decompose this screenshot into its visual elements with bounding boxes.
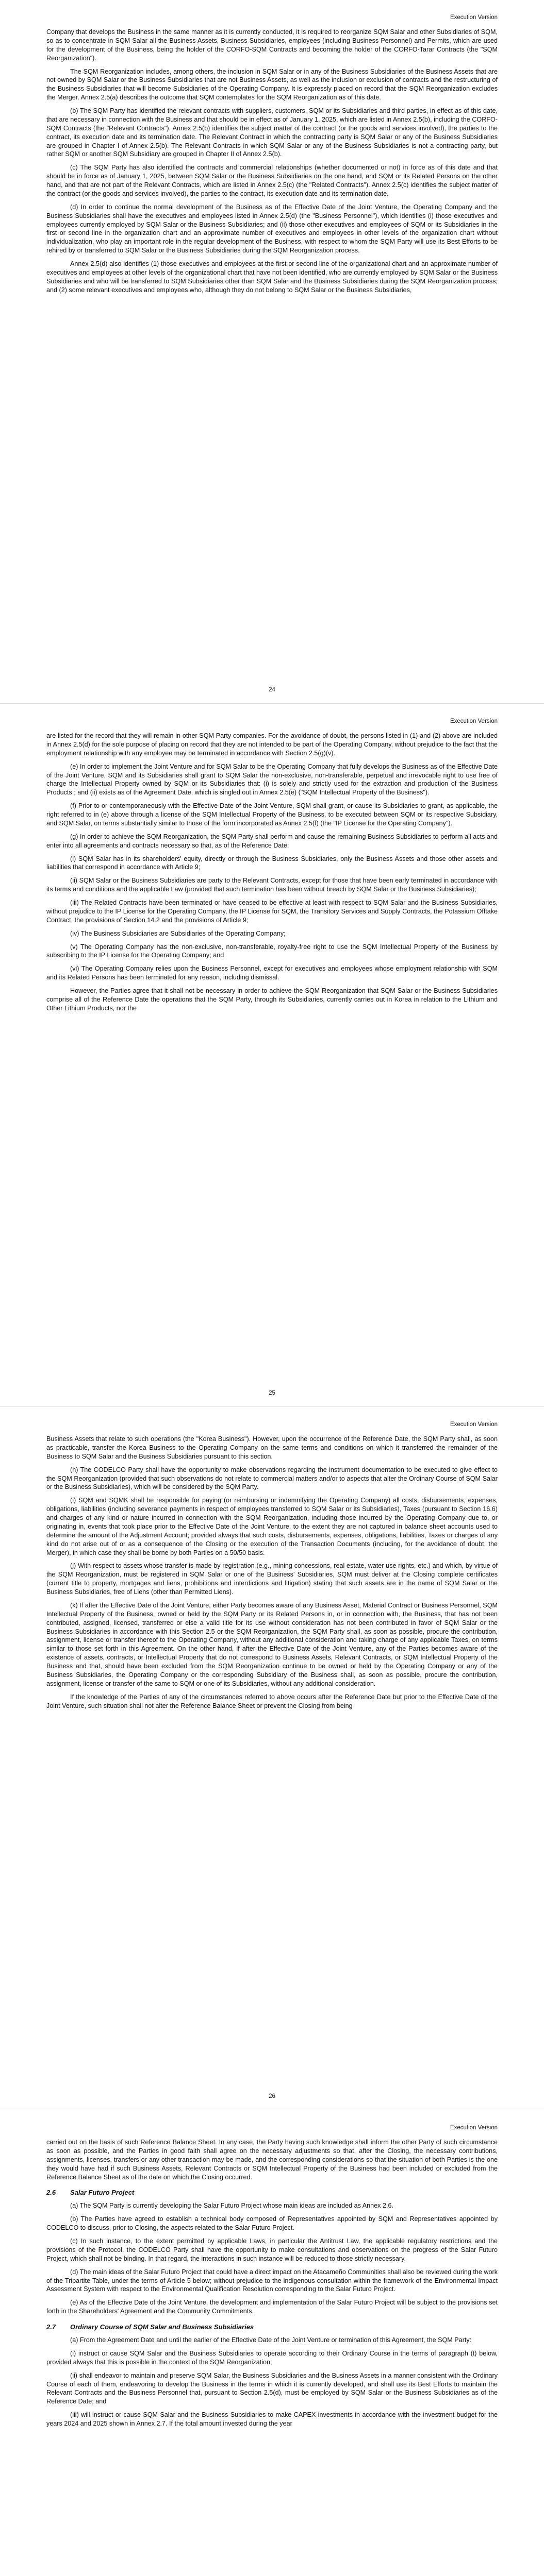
paragraph: However, the Parties agree that it shall not be necessary in order to achieve the SQM Reorganization that SQM Salar or the Business Subsidiaries comprise all of the Reference Date the operations that the SQM Party, through its Subsidiaries, currently carries out in Korea in relation to the Lithium and Other Lithium Products, nor the <box>46 987 498 1012</box>
page-number: 26 <box>269 2093 275 2099</box>
paragraph-g: (g) In order to achieve the SQM Reorganization, the SQM Party shall perform and cause the remaining Business Subsidiaries to perform all acts and enter into all agreements and contracts necessary so that, as of the Reference Date: <box>46 833 498 849</box>
clause-vi: (vi) The Operating Company relies upon the Business Personnel, except for executives and employees whose employment relationship with SQM and its Related Persons has been terminated for any reason, including dismissal. <box>46 965 498 981</box>
page-number: 25 <box>269 1390 275 1396</box>
clause-ii: (ii) SQM Salar or the Business Subsidiaries are party to the Relevant Contracts, except for those that have been early terminated in accordance with its terms and conditions and the applicable Law (provided that such termination has been without breach by SQM Salar or the Business Subsidiaries); <box>46 877 498 893</box>
section-heading-2-7 <box>46 2323 498 2331</box>
document-page-26 <box>0 1406 544 2110</box>
paragraph-b: (b) The Parties have agreed to establish a technical body composed of Representatives appointed by SQM and Representatives appointed by CODELCO to discuss, prior to Closing, the aspects related to the Salar Futuro Project. <box>46 2215 498 2232</box>
clause-i: (i) instruct or cause SQM Salar and the Business Subsidiaries to operate according to their Ordinary Course in the terms of paragraph (t) below, provided always that this is possible in the context of the SQM Reorganization; <box>46 2349 498 2366</box>
clause-iii: (iii) will instruct or cause SQM Salar and the Business Subsidiaries to make CAPEX investments in accordance with the investment budget for the years 2024 and 2025 shown in Annex 2.7. If the total amount invested during the year <box>46 2411 498 2427</box>
paragraph-d: (d) In order to continue the normal development of the Business as of the Effective Date of the Joint Venture, the Operating Company and the Business Subsidiaries shall have the executives and employees listed in Annex 2.5(d) (the "Business Personnel"), which identifies (i) those executives and employees currently employed by SQM Salar or the Business Subsidiaries; and (ii) those other executives and employees of SQM or its Subsidiaries in the first or second line in the organization chart and an approximate number of executives and employees in other levels of the organization chart without individualization, who play an important role in the regular development of the Business, with respect to whom the SQM Party will use its Best Efforts to be rehired by or transferred to SQM Salar or the Business Subsidiaries during the SQM Reorganization process. <box>46 203 498 255</box>
clause-ii: (ii) shall endeavor to maintain and preserve SQM Salar, the Business Subsidiaries and the Business Assets in a manner consistent with the Ordinary Course of each of them, endeavoring to develop the Business in the terms in which it is currently developed, and shall use its Best Efforts to maintain the Relevant Contracts and the Business Personnel that, pursuant to Section 2.5(d), must be employed by SQM Salar or the Business Subsidiaries as of the Reference Date; and <box>46 2371 498 2405</box>
paragraph-j: (j) With respect to assets whose transfer is made by registration (e.g., mining concessions, real estate, water use rights, etc.) and which, by virtue of the SQM Reorganization, must be registered in SQM Salar or one of the Business' Subsidiaries, SQM must deliver at the Closing complete certificates (current title to property, mortgages and liens, prohibitions and interdictions and litigation) stating that such assets are in the name of SQM Salar or the Business Subsidiaries, free of Liens (other than Permitted Liens). <box>46 1562 498 1596</box>
paragraph-h: (h) The CODELCO Party shall have the opportunity to make observations regarding the instrument documentation to be executed to give effect to the SQM Reorganization (provided that such observations do not relate to commercial matters and/or to aspects that alter the Ordinary Course of SQM Salar or the Business Subsidiaries), which will be considered by the SQM Party. <box>46 1466 498 1491</box>
page-body <box>46 28 498 295</box>
page-number: 24 <box>269 687 275 693</box>
clause-v: (v) The Operating Company has the non-exclusive, non-transferable, royalty-free right to use the SQM Intellectual Property of the Business by subscribing to the IP License for the Operating Company; and <box>46 943 498 959</box>
paragraph: If the knowledge of the Parties of any of the circumstances referred to above occurs after the Reference Date but prior to the Effective Date of the Joint Venture, such situation shall not alter the Reference Balance Sheet or prevent the Closing from being <box>46 1693 498 1709</box>
section-title: Ordinary Course of SQM Salar and Business Subsidiaries <box>70 2323 254 2331</box>
paragraph-i: (i) SQM and SQMK shall be responsible for paying (or reimbursing or indemnifying the Operating Company) all costs, disbursements, expenses, obligations, liabilities (including severance payments in respect of employees transferred to SQM Salar or its Subsidiaries), Taxes (pursuant to Section 16.6) and charges of any kind or nature incurred in connection with the SQM Reorganization, including those incurred by the Operating Company due to, or originating in, events that took place prior to the Effective Date of the Joint Venture, to the extent they are not captured in balance sheet accounts used to determine the amount of the Adjustment Account; provided always that such costs, disbursements, expenses, obligations, liabilities, Taxes or charges of any kind do not arise out of or as a consequence of the Closing or the execution of the Transaction Documents (including, for the avoidance of doubt, the Merger), in which case they shall be borne by both Parties on a 50/50 basis. <box>46 1497 498 1556</box>
paragraph-c: (c) In such instance, to the extent permitted by applicable Laws, in particular the Antitrust Law, the applicable regulatory restrictions and the provisions of the Protocol, the CODELCO Party shall have the opportunity to make consultations and observations on the progress of the Salar Futuro Project, which shall not be binding. In that regard, the interactions in such instance will be reduced to those strictly necessary. <box>46 2238 498 2262</box>
page-body <box>46 1435 498 1710</box>
paragraph-k: (k) If after the Effective Date of the Joint Venture, either Party becomes aware of any Business Asset, Material Contract or Business Personnel, SQM Intellectual Property of the Business, owned or held by the SQM Party or its Related Persons in, or in connection with, the Business, that has not been contributed, assigned, licensed, transferred or else a valid title for its use without consideration has not been contributed in favor of SQM Salar or the Business Subsidiaries in accordance with this Section 2.5 or the SQM Reorganization, the SQM Party shall, as soon as possible, procure the contribution, assignment, license or transfer thereof to the Operating Company, without any additional consideration and taking charge of any applicable Taxes, on terms similar to those set forth in this Agreement. On the other hand, if after the Effective Date of the Joint Venture, any of the Parties becomes aware of the existence of assets, contracts, or Intellectual Property that do not correspond to Business Assets, Relevant Contracts, or SQM Intellectual Property of the Business and that, should have been excluded from the SQM Reorganization continue to be owned or held by the Operating Company or any of the Business Subsidiaries, the Operating Company or the corresponding Subsidiary of the Business shall, as soon as possible, procure the contribution, assignment, license or transfer of the same to SQM or one of its Subsidiaries, without any additional consideration. <box>46 1601 498 1687</box>
paragraph: The SQM Reorganization includes, among others, the inclusion in SQM Salar or in any of the Business Subsidiaries of the Business Assets that are not owned by SQM Salar or the Business Subsidiaries that are not Business Assets, as well as the inclusion or exclusion of contracts and the restructuring of the Business Subsidiaries that will become Subsidiaries of the Operating Company. It is expressly placed on record that the SQM Reorganization excludes the Merger. Annex 2.5(a) describes the outcome that SQM contemplates for the SQM Reorganization as of this date. <box>46 67 498 101</box>
section-number: 2.7 <box>46 2323 56 2331</box>
paragraph: carried out on the basis of such Reference Balance Sheet. In any case, the Party having such knowledge shall inform the other Party of such circumstance as soon as possible, and the Parties in good faith shall agree on the necessary adjustments so that, after the Closing, the necessary contributions, assignments, licenses, transfers or any other transaction may be made, and the corresponding considerations so that the situation of both Parties is the one they would have had if such Business Assets, Relevant Contracts or SQM Intellectual Property of the Business had been included or excluded from the Reference Balance Sheet as of the date on which the Closing occurred. <box>46 2139 498 2181</box>
paragraph-a: (a) From the Agreement Date and until the earlier of the Effective Date of the Joint Venture or termination of this Agreement, the SQM Party: <box>70 2336 472 2344</box>
section-number: 2.6 <box>46 2189 56 2197</box>
clause-i: (i) SQM Salar has in its shareholders' equity, directly or through the Business Subsidiaries, only the Business Assets and those other assets and liabilities that correspond in accordance with Article 9; <box>46 855 498 871</box>
clause-iii: (iii) The Related Contracts have been terminated or have ceased to be effective at least with respect to SQM Salar and the Business Subsidiaries, without prejudice to the IP License for the Operating Company, the IP License for SQM, the Transitory Services and Supply Contracts, the Potassium Offtake Contract, the provisions of Section 14.2 and the provisions of Article 9; <box>46 899 498 924</box>
paragraph-a: (a) The SQM Party is currently developing the Salar Futuro Project whose main ideas are included as Annex 2.6. <box>70 2202 393 2210</box>
paragraph: Company that develops the Business in the same manner as it is currently conducted, it is required to reorganize SQM Salar and other Subsidiaries of SQM, so as to concentrate in SQM Salar all the Business Assets, Business Subsidiaries, employees (including Business Personnel) and Permits, which are used for the development of the Business, being the holder of the CORFO-SQM Contracts and becoming the holder of the CORFO-Tarar Contracts (the "SQM Reorganization"). <box>46 28 498 62</box>
paragraph-c: (c) The SQM Party has also identified the contracts and commercial relationships (whether documented or not) in force as of this date and that should be in force as of January 1, 2025, between SQM Salar or the Business Subsidiaries on the one hand, and SQM or its Related Persons on the other hand, and that are not part of the Relevant Contracts, which are listed in Annex 2.5(c) (the "Related Contracts"). Annex 2.5(c) identifies the subject matter of the contract (or the goods and services involved), the parties to the contract, its execution date and its termination date. <box>46 164 498 197</box>
document-page-24 <box>0 0 544 703</box>
paragraph: are listed for the record that they will remain in other SQM Party companies. For the avoidance of doubt, the persons listed in (1) and (2) above are included in Annex 2.5(d) for the sole purpose of placing on record that they are not intended to be part of the Operating Company, without prejudice to the fact that the employment relationship with any employee may be terminated in accordance with Section 2.5(g)(v). <box>46 732 498 757</box>
execution-version-label: Execution Version <box>450 718 498 724</box>
paragraph-e: (e) In order to implement the Joint Venture and for SQM Salar to be the Operating Company that fully develops the Business as of the Effective Date of the Joint Venture, SQM and its Subsidiaries shall grant to SQM Salar the non-exclusive, non-transferable, perpetual and irrevocable right to use free of charge the Intellectual Property owned by SQM or its Subsidiaries that: (i) is solely and strictly used for the extraction and production of the Business Products ; and (ii) exists as of the Agreement Date, which is singled out in Annex 2.5(e) ("SQM Intellectual Property of the Business"). <box>46 762 498 796</box>
document-page-27 <box>0 2110 544 2576</box>
section-heading-2-6 <box>46 2189 498 2196</box>
execution-version-label: Execution Version <box>450 1421 498 1428</box>
execution-version-label: Execution Version <box>450 2125 498 2131</box>
paragraph: Business Assets that relate to such operations (the "Korea Business"). However, upon the occurrence of the Reference Date, the SQM Party shall, as soon as practicable, transfer the Korea Business to the Operating Company on the same terms and conditions on which it transferred the remainder of the Business to SQM Salar and the Business Subsidiaries pursuant to this section. <box>46 1435 498 1460</box>
paragraph-e: (e) As of the Effective Date of the Joint Venture, the development and implementation of the Salar Futuro Project will be subject to the provisions set forth in the Shareholders' Agreement and the Community Commitments. <box>46 2299 498 2315</box>
page-body <box>46 2138 498 2428</box>
execution-version-label: Execution Version <box>450 14 498 21</box>
page-body <box>46 732 498 1013</box>
clause-iv: (iv) The Business Subsidiaries are Subsidiaries of the Operating Company; <box>70 929 286 937</box>
paragraph-d: (d) The main ideas of the Salar Futuro Project that could have a direct impact on the Atacameño Communities shall also be reviewed during the work of the Tripartite Table, under the terms of Article 5 below; without prejudice to the indigenous consultation within the framework of the Environmental Impact Assessment System with respect to the Environmental Qualification Resolution corresponding to the Salar Futuro Project. <box>46 2268 498 2293</box>
section-title: Salar Futuro Project <box>70 2189 135 2197</box>
document-page-25 <box>0 703 544 1406</box>
paragraph-f: (f) Prior to or contemporaneously with the Effective Date of the Joint Venture, SQM shall grant, or cause its Subsidiaries to grant, as applicable, the right referred to in (e) above through a license of the SQM Intellectual Property of the Business, to be executed between SQM or its respective Subsidiary, and SQM Salar, on terms substantially similar to those of the form incorporated as Annex 2.5(f) (the "IP License for the Operating Company"). <box>46 802 498 827</box>
paragraph: Annex 2.5(d) also identifies (1) those executives and employees at the first or second line of the organizational chart and an approximate number of executives and employees at other levels of the organizational chart that have not been identified, who are currently employed by SQM Salar or the Business Subsidiaries and who will be transferred to SQM Subsidiaries other than SQM Salar and the Business Subsidiaries during the SQM Reorganization process; and (2) some relevant executives and employees who, although they do not belong to SQM Salar or the Business Subsidiaries, <box>46 260 498 294</box>
paragraph-b: (b) The SQM Party has identified the relevant contracts with suppliers, customers, SQM or its Subsidiaries and third parties, in effect as of this date, that are necessary in connection with the Business and that should be in effect as of January 1, 2025, which are listed in Annex 2.5(b), including the CORFO-SQM Contracts (the "Relevant Contracts"). Annex 2.5(b) identifies the subject matter of the contract (or the goods and services involved), the parties to the contract, its execution date and its termination date. The Relevant Contract in which the contracting party is SQM Salar or any of the Business Subsidiaries are grouped in Chapter I of Annex 2.5(b). The Relevant Contracts in which SQM Salar or any of the Business Subsidiaries is not a contracting party, but rather SQM or another SQM Subsidiary are grouped in Chapter II of Annex 2.5(b). <box>46 107 498 158</box>
